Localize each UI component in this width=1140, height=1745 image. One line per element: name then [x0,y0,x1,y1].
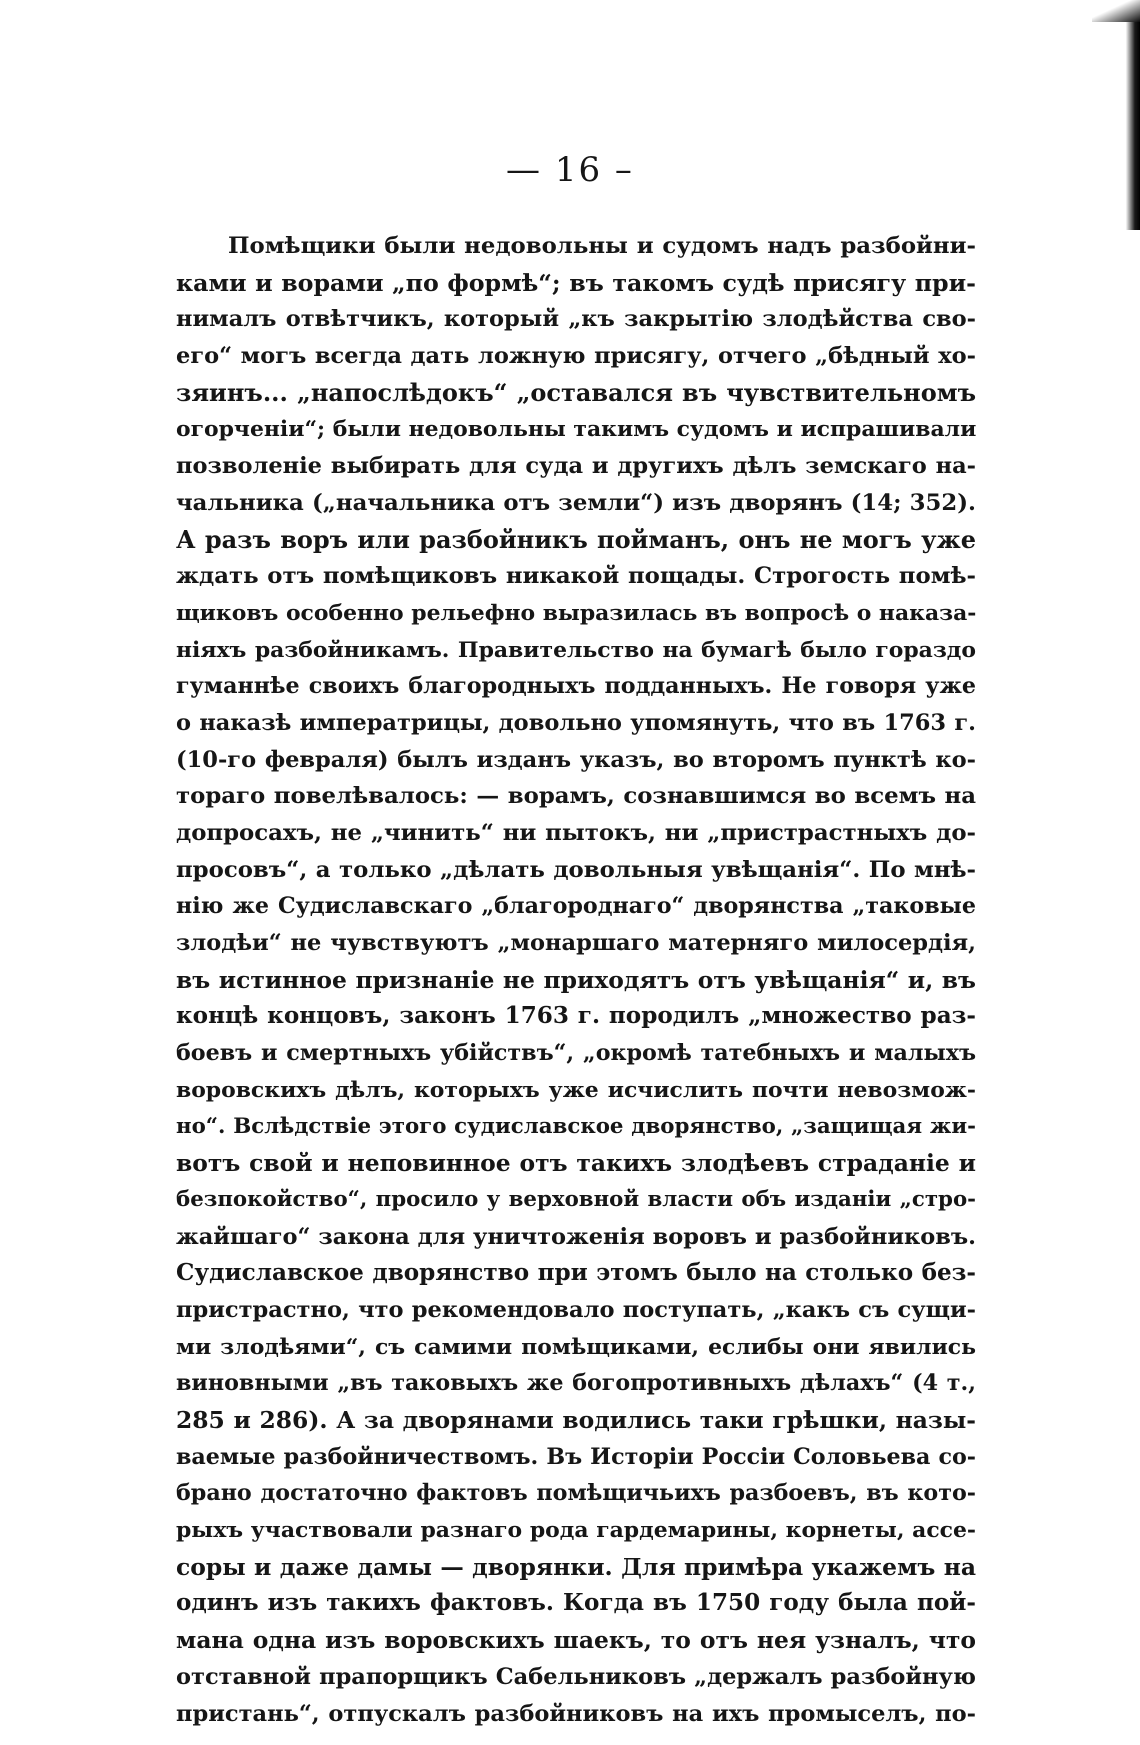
text-line: отставной прапорщикъ Сабельниковъ „держалъ разбойную [176,1663,976,1690]
text-line: безпокойство“, просило у верховной власти объ изданіи „стро- [176,1186,976,1212]
text-line: А разъ воръ или разбойникъ пойманъ, онъ не могъ уже [176,524,976,554]
text-line: нію же Судиславскаго „благороднаго“ дворянства „таковые [176,893,976,920]
text-line: концѣ концовъ, законъ 1763 г. породилъ „множество раз- [176,1002,976,1030]
text-line: соры и даже дамы — дворянки. Для примѣра укажемъ на [176,1552,976,1581]
text-line: брано достаточно фактовъ помѣщичьихъ разбоевъ, въ кото- [176,1480,976,1507]
text-line: нималъ отвѣтчикъ, который „къ закрытію злодѣйства сво- [176,306,976,333]
text-line: злодѣи“ не чувствуютъ „монаршаго матерняго милосердія, [176,930,976,957]
text-line: его“ могъ всегда дать ложную присягу, отчего „бѣдный хо- [176,343,976,370]
text-line: ми злодѣями“, съ самими помѣщиками, еслибы они явились [176,1333,976,1360]
text-line: виновными „въ таковыхъ же богопротивныхъ дѣлахъ“ (4 т., [176,1370,976,1397]
text-line: ками и ворами „по формѣ“; въ такомъ судѣ присягу при- [176,268,976,297]
text-line: жайшаго“ закона для уничтоженія воровъ и разбойниковъ. [176,1223,976,1250]
text-line: одинъ изъ такихъ фактовъ. Когда въ 1750 году была пой- [176,1589,976,1617]
text-line: ваемые разбойничествомъ. Въ Исторіи Россіи Соловьева со- [176,1443,976,1470]
text-line: ждать отъ помѣщиковъ никакой пощады. Строгость помѣ- [176,563,976,590]
text-line: мана одна изъ воровскихъ шаекъ, то отъ нея узналъ, что [176,1626,976,1655]
text-line: пристань“, отпускалъ разбойниковъ на ихъ промыселъ, по- [176,1700,976,1727]
text-line: тораго повелѣвалось: — ворамъ, сознавшимся во всемъ на [176,783,976,810]
page-corner-shadow [1092,0,1140,22]
text-line: ніяхъ разбойникамъ. Правительство на бумагѣ было гораздо [176,636,976,663]
text-line: пристрастно, что рекомендовало поступать, „какъ съ сущи- [176,1296,976,1323]
text-line: Помѣщики были недовольны и судомъ надъ разбойни- [228,233,976,259]
text-line: воровскихъ дѣлъ, которыхъ уже исчислить почти невозмож- [176,1076,976,1103]
text-line: позволеніе выбирать для суда и другихъ дѣлъ земскаго на- [176,453,976,480]
text-line: гуманнѣе своихъ благородныхъ подданныхъ. Не говоря уже [176,673,976,700]
text-line: чальника („начальника отъ земли“) изъ дворянъ (14; 352). [176,489,976,516]
text-line: зяинъ... „напослѣдокъ“ „оставался въ чувствительномъ [176,377,976,407]
text-line: рыхъ участвовали разнаго рода гардемарины, корнеты, ассе- [176,1517,976,1544]
text-line: но“. Вслѣдствіе этого судиславское дворянство, „защищая жи- [176,1113,976,1139]
text-line: допросахъ, не „чинить“ ни пытокъ, ни „пристрастныхъ до- [176,820,976,846]
text-line: вотъ свой и неповинное отъ такихъ злодѣевъ страданіе и [176,1149,976,1178]
text-line: въ истинное признаніе не приходятъ отъ увѣщанія“ и, въ [176,965,976,994]
body-text [176,228,976,1732]
page-number: — 16 – [506,150,634,190]
text-line: Судиславское дворянство при этомъ было на столько без- [176,1259,976,1287]
text-line: огорченіи“; были недовольны такимъ судомъ и испрашивали [176,416,977,443]
text-line: о наказѣ императрицы, довольно упомянуть, что въ 1763 г. [176,709,976,736]
page-binding-edge [1114,0,1140,230]
text-line: 285 и 286). А за дворянами водились таки грѣшки, назы- [176,1406,976,1434]
text-line: просовъ“, а только „дѣлать довольныя увѣщанія“. По мнѣ- [176,856,976,883]
text-line: щиковъ особенно рельефно выразилась въ вопросѣ о наказа- [176,599,977,626]
text-line: боевъ и смертныхъ убійствъ“, „окромѣ татебныхъ и малыхъ [176,1040,976,1067]
text-line: (10-го февраля) былъ изданъ указъ, во второмъ пунктѣ ко- [176,746,976,773]
